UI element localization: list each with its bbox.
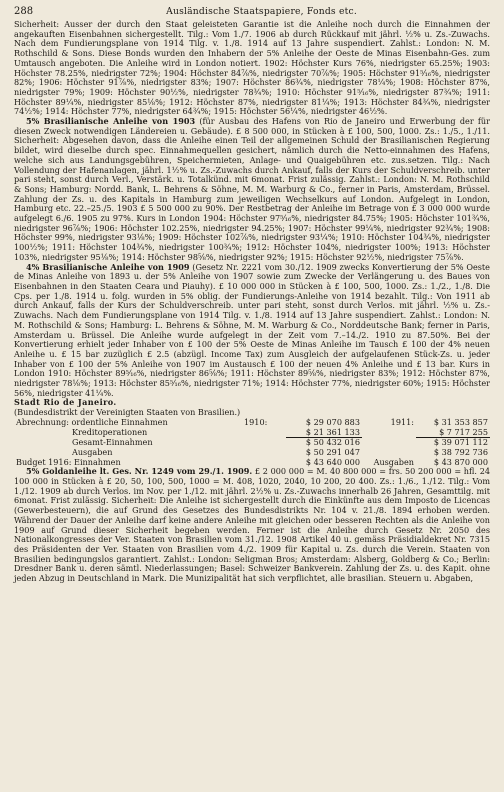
budget-year	[242, 448, 286, 458]
loan-1909-text: (Gesetz Nr. 2221 vom 30./12. 1909 zwecks Konvertierung der 5% Oeste de Minas Anleihe von 1893 u. der 5% Anleihe von 1907 sowie zum Zwecke der Verlängerung u. des Baues von Eisenbahnen in den Staaten Ceara und Piauhy). £ 10 000 000 in Stücken à £ 100, 500, 1000. Zs.: 1./2., 1./8. Die Cps. per 1./8. 1914 u. folg. wurden in 5% oblig. der Fundierungs-Anleihe von 1914 bezahlt. Tilg.: Von 1911 ab durch Ankauf, falls der Kurs der Schuldverschreib. unter pari steht, sonst durch Verlos. mit jährl. ½% u. Zs.-Zuwachs. Nach dem Fundierungsplane von 1914 Tilg. v. 1./8. 1914 auf 13 Jahre suspendiert. Zahlst.: London: N. M. Rothschild & Sons; Hamburg: L. Behrens & Söhne, M. M. Warburg & Co., Norddeutsche Bank; ferner in Paris, Amsterdam u. Brüssel. Die Anleihe wurde aufgelegt in der Zeit vom 7.–14./2. 1910 zu 87.50%. Bei der Konvertierung erhielt jeder Inhaber von £ 100 der 5% Oeste de Minas Anleihe im Tausch £ 100 der 4% neuen Anleihe u. £ 15 bar zuzüglich £ 2.5 (abzügl. Income Tax) zum Ausgleich der aufgelaufenen Stück-Zs. u. jeder Inhaber von £ 100 der 5% Anleihe von 1907 im Austausch £ 100 der neuen 4% Anleihe und £ 13 bar. Kurs in London 1910: Höchster 89⁵⁄₁₆%, niedrigster 86⅝%; 1911: Höchster 89⅝%, niedrigster 83%; 1912: Höchster 87%, niedrigster 78⅛%; 1913: Höchster 85⁵⁄₁₆%, niedrigster 71%; 1914: Höchster 77%, niedrigster 60%; 1915: Höchster 56%, niedrigster 41¼%.	[14, 261, 490, 398]
budget-year	[242, 428, 286, 438]
page-number: 288	[14, 6, 34, 17]
page-header	[14, 6, 490, 20]
budget-year-2: 1911:	[390, 416, 414, 427]
budget-amount-2: $ 39 071 112	[416, 438, 490, 448]
loan-1909-heading: 4% Brasilianische Anleihe von 1909	[26, 261, 190, 272]
budget-amount-2: $ 38 792 736	[433, 446, 488, 457]
budget-year: 1910:	[244, 416, 268, 427]
loan-1903-paragraph	[14, 117, 490, 263]
budget-label: Budget 1916: Einnahmen	[16, 456, 121, 467]
city-loan-heading: 5% Goldanleihe lt. Ges. Nr. 1249 vom 29./1. 1909.	[26, 466, 253, 477]
budget-label: Kreditoperationen	[72, 426, 148, 437]
city-subtitle: (Bundesdistrikt der Vereinigten Staaten von Brasilien.)	[14, 407, 241, 418]
city-title: Stadt Rio de Janeiro.	[14, 397, 117, 408]
budget-table	[14, 418, 490, 468]
loan-1909-paragraph	[14, 263, 490, 399]
budget-amount: $ 21 361 133	[305, 426, 360, 437]
budget-amount: $ 29 070 883	[305, 416, 360, 427]
running-title: Ausländische Staatspapiere, Fonds etc.	[166, 6, 357, 17]
budget-year-2	[362, 428, 416, 438]
page-body	[14, 20, 490, 584]
budget-amount: $ 50 291 047	[305, 446, 360, 457]
city-loan-paragraph	[14, 467, 490, 583]
budget-amount: $ 50 432 016	[286, 438, 362, 448]
budget-year	[242, 438, 286, 448]
intro-paragraph: Sicherheit: Ausser der durch den Staat geleisteten Garantie ist die Anleihe noch durch die Einnahmen der angekauften Eisenbahnen sichergestellt. Tilg.: Vom 1./7. 1906 ab durch Rückkauf mit jährl. ½% u. Zs.-Zuwachs. Nach dem Fundierungsplane von 1914 Tilg. v. 1./8. 1914 auf 13 Jahre suspendiert. Zahlst.: London: N. M. Rothschild & Sons. Diese Bonds wurden den Inhabern der 5% Anleihe der Oeste de Minas Eisenbahn-Ges. zum Umtausch angeboten. Die Anleihe wird in London notiert. 1902: Höchster Kurs 76%, niedrigster 65.25%; 1903: Höchster 78.25%, niedrigster 72%; 1904: Höchster 84⅞%, niedrigster 70⅞%; 1905: Höchster 91⁵⁄₁₆%, niedrigster 82%; 1906: Höchster 91⅞%, niedrigster 83%; 1907: Höchster 86¾%, niedrigster 78¼%; 1908: Höchster 87%, niedrigster 79%; 1909: Höchster 90½%, niedrigster 78¾%; 1910: Höchster 91⁵⁄₁₆%, niedrigster 87¾%; 1911: Höchster 89¼%, niedrigster 85⅛%; 1912: Höchster 87%, niedrigster 81¼%; 1913: Höchster 84¾%, niedrigster 74½%; 1914: Höchster 77%, niedrigster 64¾%; 1915: Höchster 56¼%, niedrigster 46½%.	[14, 19, 490, 117]
budget-amount: $ 43 640 000	[305, 456, 360, 467]
budget-label: Abrechnung: ordentliche Einnahmen	[16, 416, 168, 427]
budget-amount-2: $ 43 870 000	[433, 456, 488, 467]
city-loan-text: £ 2 000 000 = M. 40 800 000 = frs. 50 200 000 = hfl. 24 100 000 in Stücken à £ 20, 50, 100, 500, 1000 = M. 408, 1020, 2040, 10 200, 20 400. Zs.: 1./6., 1./12. Tilg.: Vom 1./12. 1909 ab durch Verlos. im Nov. per 1./12. mit jährl. 2½% u. Zs.-Zuwachs innerhalb 26 Jahren, Gesamttilg. mit 6monat. Frist zulässig. Sicherheit: Die Anleihe ist sichergestellt durch die Einkünfte aus dem Imposto de Licencas (Gewerbesteuern), die auf Grund des Gesetzes des Bundesdistrikts Nr. 104 v. 21./8. 1894 erhoben werden. Während der Dauer der Anleihe darf keine andere Anleihe mit gleichen oder besseren Rechten als die Anleihe von 1909 auf Grund dieser Sicherheit begeben werden. Ferner ist die Anleihe durch Gesetz Nr. 2050 des Nationalkongresses der Ver. Staaten von Brasilien vom 31./12. 1908 Artikel 40 u. gemäss Präsidialdekret Nr. 7315 des Präsidenten der Ver. Staaten von Brasilien vom 4./2. 1909 für Kapital u. Zs. durch die Verein. Staaten von Brasilien bedingungslos garantiert. Zahlst.: London: Seligman Bros; Amsterdam: Alsberg, Goldberg & Co.; Berlin: Dresdner Bank u. deren sämtl. Niederlassungen; Basel: Schweizer Bankverein. Zahlung der Zs. u. des Kapit. ohne jeden Abzug in Deutschland in Mark. Die Munizipalität hat sich verpflichtet, alle brasilian. Steuern u. Abgaben,	[14, 466, 490, 584]
budget-label: Gesamt-Einnahmen	[72, 436, 153, 447]
budget-year-2	[362, 438, 416, 448]
loan-1903-heading: 5% Brasilianische Anleihe von 1903	[26, 116, 196, 127]
budget-year-2: Ausgaben	[373, 456, 414, 467]
budget-amount-2: $ 7 717 255	[439, 426, 488, 437]
loan-1903-text: (für Ausbau des Hafens von Rio de Janeiro und Erwerbung der für diesen Zweck notwendigen Ländereien u. Gebäude). £ 8 500 000, in Stücken à £ 100, 500, 1000. Zs.: 1./5., 1./11. Sicherheit: Abgesehen davon, dass die Anleihe einen Teil der allgemeinen Schuld der Brasilianischen Regierung bildet, wird dieselbe durch spec. Einnahmequellen gesichert, nämlich durch die Netto-einnahmen des Hafens, welche sich aus Landungsgebühren, Speichermieten, Anlage- und Quaigebühren etc. zus.setzen. Tilg.: Nach Vollendung der Hafenanlagen, jährl. 1½% u. Zs.-Zuwachs durch Ankauf, falls der Kurs der Schuldverschreib. unter pari steht, sonst durch Verl., Verstärk. u. Totalkünd. mit 6monat. Frist zulässig. Zahlst.: London: N. M. Rothschild & Sons; Hamburg: Nordd. Bank, L. Behrens & Söhne, M. M. Warburg & Co., ferner in Paris, Amsterdam, Brüssel. Zahlung der Zs. u. des Kapitals in Hamburg zum jeweiligen Wechselkurs auf London. Aufgelegt in London, Hamburg etc. 22.–25./5. 1903 £ 5 500 000 zu 90%. Der Restbetrag der Anleihe im Betrage von £ 3 000 000 wurde aufgelegt 6./6. 1905 zu 97%. Kurs in London 1904: Höchster 97⁵⁄₁₆%, niedrigster 84.75%; 1905: Höchster 101¾%, niedrigster 96⅞%; 1906: Höchster 102.25%, niedrigster 94.25%; 1907: Höchster 99¼%, niedrigster 92¾%; 1908: Höchster 99%, niedrigster 93⅛%; 1909: Höchster 102⅞%, niedrigster 93¼%; 1910: Höchster 104¾%, niedrigster 100½%; 1911: Höchster 104¾%, niedrigster 100¾%; 1912: Höchster 104%, niedrigster 100%; 1913: Höchster 103%, niedrigster 95⅛%; 1914: Höchster 98⅝%, niedrigster 92%; 1915: Höchster 92½%, niedrigster 75⅞%.	[14, 116, 490, 262]
budget-label: Ausgaben	[72, 446, 113, 457]
budget-amount-2: $ 31 353 857	[433, 416, 488, 427]
